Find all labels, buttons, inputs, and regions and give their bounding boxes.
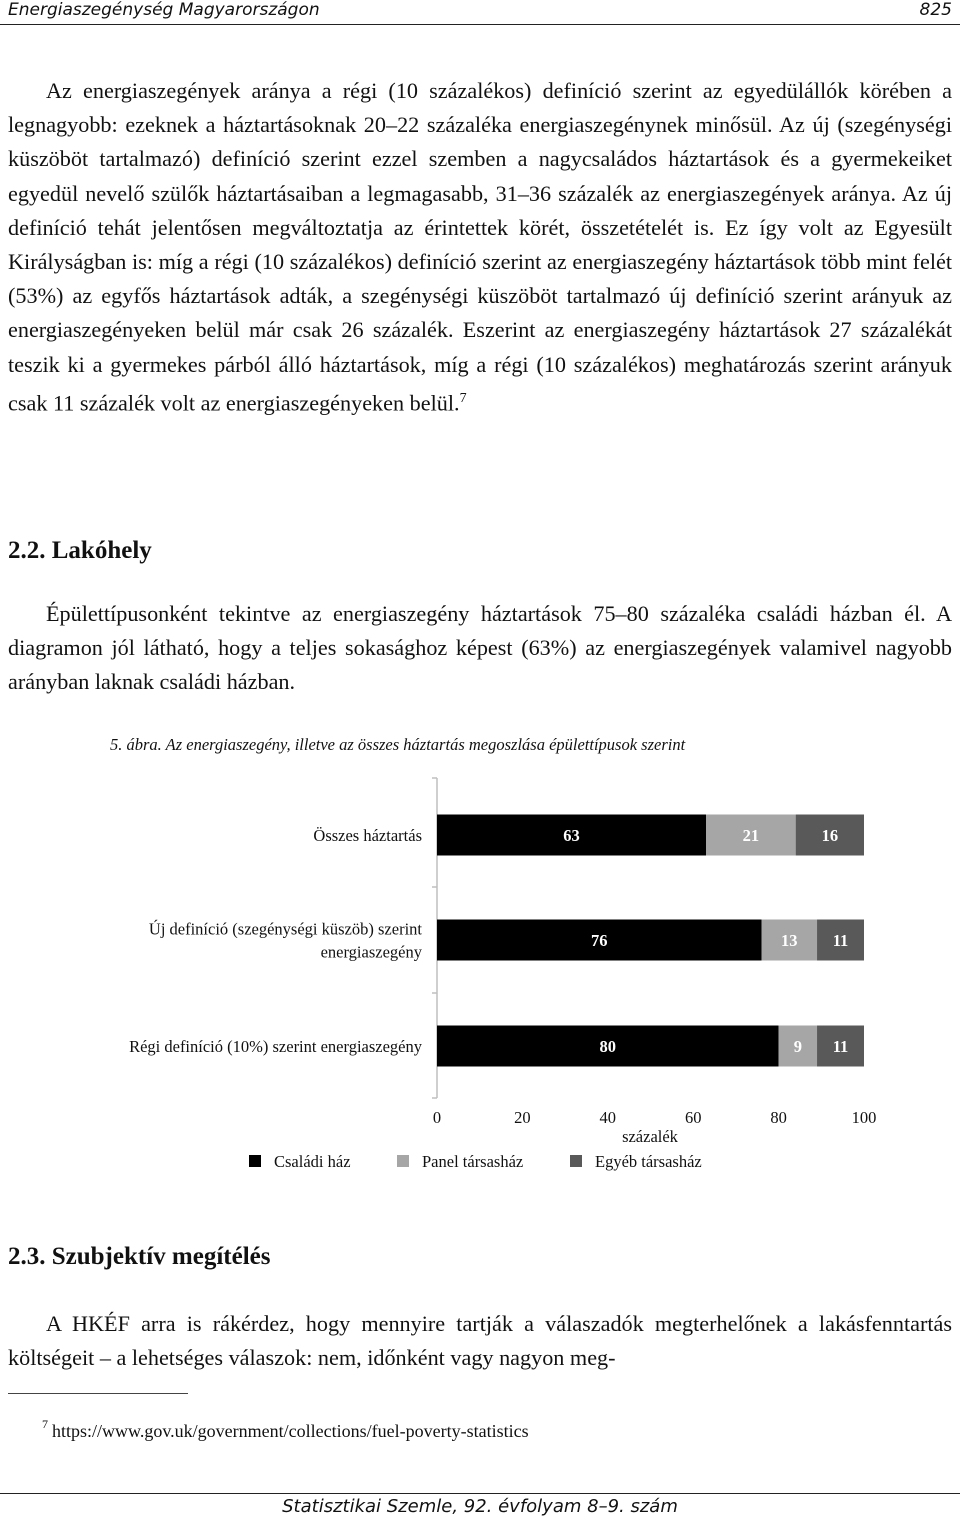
data-label: 80: [599, 1037, 617, 1056]
legend-swatch: [570, 1155, 582, 1167]
footnote-url[interactable]: https://www.gov.uk/government/collections/fuel-poverty-statistics: [52, 1421, 529, 1441]
legend-swatch: [397, 1155, 409, 1167]
footnote-number: 7: [42, 1417, 48, 1431]
paragraph-1-text: Az energiaszegények aránya a régi (10 százalékos) definíció szerint az egyedülállók körében a legnagyobb: ezeknek a háztartásoknak 20–22 százaléka energiaszegénynek minősül. Az új (szegénységi küszöböt tartalmazó) definíció szerint ezzel szemben a nagycsaládos háztartások és a gyermekeiket egyedül nevelő szülők háztartásaiban a legmagasabb, 31–36 százalék az energiaszegények aránya. Az új definíció tehát jelentősen megváltoztatja az érintettek körét, összetételét is. Ez így volt az Egyesült Királyságban is: míg a régi (10 százalékos) definíció szerint az energiaszegény háztartások több mint felét (53%) az egyfős háztartások adták, a szegénységi küszöböt tartalmazó új definíció szerint arányuk az energiaszegényeken belül már csak 26 százalék. Eszerint az energiaszegény háztartások 27 százalékát teszik ki a gyermekes párból álló háztartások, míg a régi (10 százalékos) meghatározás szerint arányuk csak 11 százalék volt az energiaszegényeken belül.: [8, 78, 952, 416]
figure-number: 5. ábra.: [110, 735, 162, 754]
legend-label: Családi ház: [274, 1152, 351, 1171]
paragraph-2: Épülettípusonként tekintve az energiaszegény háztartások 75–80 százaléka családi házban él. A diagramon jól látható, hogy a teljes sokasághoz képest (63%) az energiaszegények valamivel nagyobb arányban laknak családi házban.: [8, 601, 952, 695]
data-label: 16: [821, 826, 839, 845]
x-axis-label: százalék: [622, 1127, 678, 1146]
legend-swatch: [249, 1155, 261, 1167]
x-tick-label: 80: [770, 1108, 787, 1127]
data-label: 11: [832, 1037, 849, 1056]
running-title: Energiaszegénység Magyarországon: [8, 0, 320, 20]
footnote-ref[interactable]: 7: [459, 390, 467, 406]
figure-caption: [110, 735, 685, 755]
x-tick-label: 100: [851, 1108, 877, 1127]
running-head: [8, 0, 952, 22]
footnote: [42, 1419, 529, 1442]
footnote-rule: [8, 1393, 188, 1394]
x-tick-label: 0: [432, 1108, 442, 1127]
section-heading-2-2: 2.2. Lakóhely: [8, 537, 152, 564]
data-label: 13: [781, 931, 798, 950]
data-label: 63: [563, 826, 580, 845]
footer-rule: [0, 1493, 960, 1494]
data-label: 11: [832, 931, 849, 950]
paragraph-1: [8, 74, 952, 420]
figure-title: Az energiaszegény, illetve az összes háztartás megoszlása épülettípusok szerint: [165, 735, 686, 754]
section-heading-2-3: 2.3. Szubjektív megítélés: [8, 1243, 271, 1270]
x-tick-label: 60: [684, 1108, 702, 1127]
data-label: 76: [591, 931, 608, 950]
header-rule: [0, 24, 960, 25]
category-label: Régi definíció (10%) szerint energiaszegény: [129, 1037, 422, 1056]
x-tick-label: 20: [514, 1108, 531, 1127]
x-tick-label: 40: [599, 1108, 617, 1127]
legend-label: Egyéb társasház: [595, 1152, 702, 1171]
paragraph-3: A HKÉF arra is rákérdez, hogy mennyire tartják a válaszadók megterhelőnek a lakásfenntartás költségeit – a lehetséges válaszok: nem, időnként vagy nagyon meg-: [8, 1311, 952, 1371]
category-label: Új definíció (szegénységi küszöb) szerint energiaszegény: [148, 919, 422, 962]
journal-footer: Statisztikai Szemle, 92. évfolyam 8–9. szám: [282, 1496, 678, 1517]
stacked-bar-chart: [0, 760, 960, 1190]
legend-label: Panel társasház: [422, 1152, 524, 1171]
page-number: 825: [919, 0, 952, 20]
data-label: 21: [742, 826, 760, 845]
category-label: Összes háztartás: [313, 826, 422, 845]
data-label: 9: [793, 1037, 802, 1056]
